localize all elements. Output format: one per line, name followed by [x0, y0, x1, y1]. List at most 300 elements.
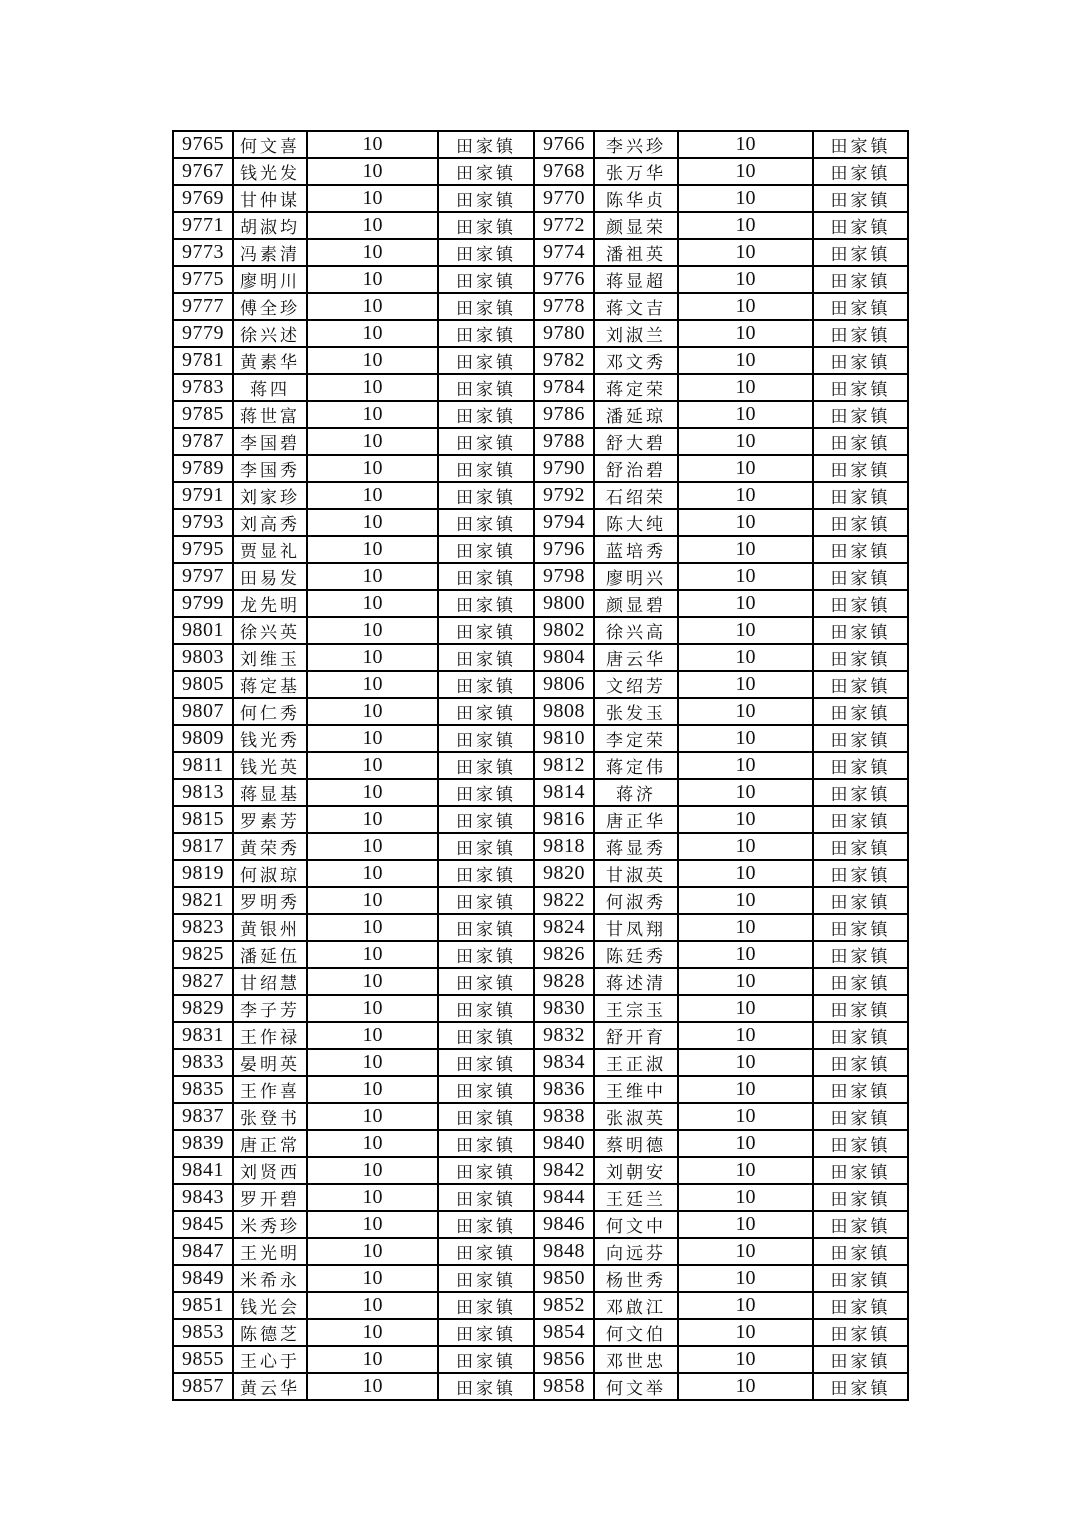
left-id-cell: 9837 — [173, 1103, 233, 1130]
left-town-cell: 田家镇 — [438, 374, 534, 401]
left-value-cell: 10 — [307, 1076, 438, 1103]
right-value-cell: 10 — [678, 455, 813, 482]
left-name-cell: 田易发 — [233, 563, 307, 590]
right-town-cell: 田家镇 — [813, 509, 908, 536]
left-name-cell: 蒋四 — [233, 374, 307, 401]
records-table-body — [173, 131, 908, 1400]
right-town-cell: 田家镇 — [813, 266, 908, 293]
left-id-cell: 9793 — [173, 509, 233, 536]
right-id-cell: 9828 — [534, 968, 594, 995]
left-value-cell: 10 — [307, 320, 438, 347]
left-value-cell: 10 — [307, 1049, 438, 1076]
left-value-cell: 10 — [307, 698, 438, 725]
right-name-cell: 舒开育 — [594, 1022, 678, 1049]
right-value-cell: 10 — [678, 698, 813, 725]
left-town-cell: 田家镇 — [438, 293, 534, 320]
right-value-cell: 10 — [678, 779, 813, 806]
left-value-cell: 10 — [307, 1238, 438, 1265]
right-town-cell: 田家镇 — [813, 347, 908, 374]
left-town-cell: 田家镇 — [438, 347, 534, 374]
right-town-cell: 田家镇 — [813, 887, 908, 914]
left-town-cell: 田家镇 — [438, 1346, 534, 1373]
left-town-cell: 田家镇 — [438, 1211, 534, 1238]
table-row — [173, 725, 908, 752]
left-name-cell: 徐兴英 — [233, 617, 307, 644]
table-row — [173, 482, 908, 509]
right-value-cell: 10 — [678, 1103, 813, 1130]
left-value-cell: 10 — [307, 860, 438, 887]
right-value-cell: 10 — [678, 185, 813, 212]
left-name-cell: 王作喜 — [233, 1076, 307, 1103]
left-town-cell: 田家镇 — [438, 887, 534, 914]
right-id-cell: 9856 — [534, 1346, 594, 1373]
right-name-cell: 潘延琼 — [594, 401, 678, 428]
left-town-cell: 田家镇 — [438, 1049, 534, 1076]
left-value-cell: 10 — [307, 1022, 438, 1049]
right-id-cell: 9852 — [534, 1292, 594, 1319]
right-town-cell: 田家镇 — [813, 185, 908, 212]
left-town-cell: 田家镇 — [438, 806, 534, 833]
right-id-cell: 9810 — [534, 725, 594, 752]
right-id-cell: 9802 — [534, 617, 594, 644]
left-id-cell: 9841 — [173, 1157, 233, 1184]
right-id-cell: 9796 — [534, 536, 594, 563]
table-row — [173, 860, 908, 887]
right-name-cell: 李兴珍 — [594, 131, 678, 158]
left-town-cell: 田家镇 — [438, 482, 534, 509]
left-id-cell: 9767 — [173, 158, 233, 185]
left-id-cell: 9823 — [173, 914, 233, 941]
right-town-cell: 田家镇 — [813, 401, 908, 428]
right-town-cell: 田家镇 — [813, 1049, 908, 1076]
right-name-cell: 蒋文吉 — [594, 293, 678, 320]
left-id-cell: 9815 — [173, 806, 233, 833]
right-id-cell: 9846 — [534, 1211, 594, 1238]
right-town-cell: 田家镇 — [813, 428, 908, 455]
left-value-cell: 10 — [307, 1265, 438, 1292]
left-id-cell: 9833 — [173, 1049, 233, 1076]
left-value-cell: 10 — [307, 374, 438, 401]
right-name-cell: 蔡明德 — [594, 1130, 678, 1157]
left-id-cell: 9819 — [173, 860, 233, 887]
left-town-cell: 田家镇 — [438, 1157, 534, 1184]
left-town-cell: 田家镇 — [438, 1265, 534, 1292]
left-id-cell: 9845 — [173, 1211, 233, 1238]
right-town-cell: 田家镇 — [813, 1184, 908, 1211]
right-value-cell: 10 — [678, 887, 813, 914]
right-name-cell: 邓世忠 — [594, 1346, 678, 1373]
left-id-cell: 9817 — [173, 833, 233, 860]
right-id-cell: 9824 — [534, 914, 594, 941]
table-row — [173, 131, 908, 158]
table-row — [173, 914, 908, 941]
right-value-cell: 10 — [678, 752, 813, 779]
table-row — [173, 1103, 908, 1130]
left-id-cell: 9809 — [173, 725, 233, 752]
right-id-cell: 9780 — [534, 320, 594, 347]
left-name-cell: 罗明秀 — [233, 887, 307, 914]
left-name-cell: 傅全珍 — [233, 293, 307, 320]
right-name-cell: 向远芬 — [594, 1238, 678, 1265]
left-town-cell: 田家镇 — [438, 509, 534, 536]
right-id-cell: 9768 — [534, 158, 594, 185]
left-id-cell: 9839 — [173, 1130, 233, 1157]
right-name-cell: 唐云华 — [594, 644, 678, 671]
right-name-cell: 何淑秀 — [594, 887, 678, 914]
left-name-cell: 黄荣秀 — [233, 833, 307, 860]
right-name-cell: 舒大碧 — [594, 428, 678, 455]
table-row — [173, 320, 908, 347]
right-town-cell: 田家镇 — [813, 1103, 908, 1130]
right-name-cell: 蒋显秀 — [594, 833, 678, 860]
right-name-cell: 刘淑兰 — [594, 320, 678, 347]
left-id-cell: 9857 — [173, 1373, 233, 1400]
left-town-cell: 田家镇 — [438, 1103, 534, 1130]
left-id-cell: 9783 — [173, 374, 233, 401]
right-id-cell: 9766 — [534, 131, 594, 158]
left-name-cell: 胡淑均 — [233, 212, 307, 239]
right-town-cell: 田家镇 — [813, 644, 908, 671]
table-row — [173, 995, 908, 1022]
left-id-cell: 9795 — [173, 536, 233, 563]
right-id-cell: 9804 — [534, 644, 594, 671]
left-town-cell: 田家镇 — [438, 455, 534, 482]
left-id-cell: 9769 — [173, 185, 233, 212]
right-id-cell: 9808 — [534, 698, 594, 725]
right-name-cell: 何文伯 — [594, 1319, 678, 1346]
right-town-cell: 田家镇 — [813, 1157, 908, 1184]
left-name-cell: 米希永 — [233, 1265, 307, 1292]
right-town-cell: 田家镇 — [813, 590, 908, 617]
left-name-cell: 钱光秀 — [233, 725, 307, 752]
left-name-cell: 潘延伍 — [233, 941, 307, 968]
right-value-cell: 10 — [678, 293, 813, 320]
right-name-cell: 刘朝安 — [594, 1157, 678, 1184]
left-id-cell: 9831 — [173, 1022, 233, 1049]
left-name-cell: 龙先明 — [233, 590, 307, 617]
left-town-cell: 田家镇 — [438, 266, 534, 293]
left-name-cell: 陈德芝 — [233, 1319, 307, 1346]
right-value-cell: 10 — [678, 239, 813, 266]
right-id-cell: 9838 — [534, 1103, 594, 1130]
right-town-cell: 田家镇 — [813, 1265, 908, 1292]
left-name-cell: 冯素清 — [233, 239, 307, 266]
left-name-cell: 晏明英 — [233, 1049, 307, 1076]
left-id-cell: 9803 — [173, 644, 233, 671]
left-value-cell: 10 — [307, 212, 438, 239]
left-id-cell: 9851 — [173, 1292, 233, 1319]
right-value-cell: 10 — [678, 1211, 813, 1238]
left-name-cell: 李国碧 — [233, 428, 307, 455]
left-value-cell: 10 — [307, 752, 438, 779]
table-row — [173, 1373, 908, 1400]
left-id-cell: 9849 — [173, 1265, 233, 1292]
right-town-cell: 田家镇 — [813, 1130, 908, 1157]
left-value-cell: 10 — [307, 725, 438, 752]
left-name-cell: 王心于 — [233, 1346, 307, 1373]
right-name-cell: 唐正华 — [594, 806, 678, 833]
right-id-cell: 9792 — [534, 482, 594, 509]
right-name-cell: 徐兴高 — [594, 617, 678, 644]
left-value-cell: 10 — [307, 347, 438, 374]
right-value-cell: 10 — [678, 563, 813, 590]
left-id-cell: 9789 — [173, 455, 233, 482]
right-town-cell: 田家镇 — [813, 158, 908, 185]
left-value-cell: 10 — [307, 536, 438, 563]
table-row — [173, 1292, 908, 1319]
right-id-cell: 9850 — [534, 1265, 594, 1292]
left-name-cell: 王作禄 — [233, 1022, 307, 1049]
table-row — [173, 158, 908, 185]
right-name-cell: 杨世秀 — [594, 1265, 678, 1292]
right-value-cell: 10 — [678, 266, 813, 293]
right-town-cell: 田家镇 — [813, 914, 908, 941]
left-value-cell: 10 — [307, 563, 438, 590]
right-town-cell: 田家镇 — [813, 833, 908, 860]
right-town-cell: 田家镇 — [813, 1238, 908, 1265]
left-town-cell: 田家镇 — [438, 563, 534, 590]
left-town-cell: 田家镇 — [438, 401, 534, 428]
right-value-cell: 10 — [678, 212, 813, 239]
right-name-cell: 陈廷秀 — [594, 941, 678, 968]
right-town-cell: 田家镇 — [813, 779, 908, 806]
left-town-cell: 田家镇 — [438, 698, 534, 725]
table-row — [173, 455, 908, 482]
right-value-cell: 10 — [678, 158, 813, 185]
table-row — [173, 671, 908, 698]
left-town-cell: 田家镇 — [438, 1022, 534, 1049]
left-name-cell: 刘贤西 — [233, 1157, 307, 1184]
right-value-cell: 10 — [678, 1157, 813, 1184]
right-town-cell: 田家镇 — [813, 536, 908, 563]
left-value-cell: 10 — [307, 1319, 438, 1346]
right-name-cell: 舒治碧 — [594, 455, 678, 482]
left-id-cell: 9855 — [173, 1346, 233, 1373]
left-id-cell: 9829 — [173, 995, 233, 1022]
right-id-cell: 9842 — [534, 1157, 594, 1184]
left-id-cell: 9807 — [173, 698, 233, 725]
table-row — [173, 1184, 908, 1211]
left-value-cell: 10 — [307, 833, 438, 860]
left-value-cell: 10 — [307, 239, 438, 266]
left-value-cell: 10 — [307, 185, 438, 212]
left-value-cell: 10 — [307, 941, 438, 968]
right-value-cell: 10 — [678, 968, 813, 995]
right-name-cell: 文绍芳 — [594, 671, 678, 698]
left-town-cell: 田家镇 — [438, 752, 534, 779]
table-row — [173, 563, 908, 590]
right-town-cell: 田家镇 — [813, 131, 908, 158]
right-id-cell: 9816 — [534, 806, 594, 833]
right-name-cell: 王宗玉 — [594, 995, 678, 1022]
right-name-cell: 张发玉 — [594, 698, 678, 725]
right-town-cell: 田家镇 — [813, 752, 908, 779]
left-value-cell: 10 — [307, 401, 438, 428]
right-id-cell: 9776 — [534, 266, 594, 293]
left-town-cell: 田家镇 — [438, 1319, 534, 1346]
left-name-cell: 廖明川 — [233, 266, 307, 293]
left-name-cell: 钱光英 — [233, 752, 307, 779]
right-id-cell: 9788 — [534, 428, 594, 455]
right-id-cell: 9784 — [534, 374, 594, 401]
right-id-cell: 9818 — [534, 833, 594, 860]
left-value-cell: 10 — [307, 293, 438, 320]
left-name-cell: 黄云华 — [233, 1373, 307, 1400]
left-id-cell: 9799 — [173, 590, 233, 617]
left-name-cell: 何仁秀 — [233, 698, 307, 725]
right-value-cell: 10 — [678, 509, 813, 536]
table-row — [173, 185, 908, 212]
left-town-cell: 田家镇 — [438, 860, 534, 887]
right-name-cell: 何文举 — [594, 1373, 678, 1400]
left-value-cell: 10 — [307, 1157, 438, 1184]
left-town-cell: 田家镇 — [438, 428, 534, 455]
right-value-cell: 10 — [678, 1076, 813, 1103]
right-value-cell: 10 — [678, 1265, 813, 1292]
left-id-cell: 9785 — [173, 401, 233, 428]
right-value-cell: 10 — [678, 995, 813, 1022]
left-name-cell: 钱光会 — [233, 1292, 307, 1319]
right-town-cell: 田家镇 — [813, 320, 908, 347]
left-town-cell: 田家镇 — [438, 158, 534, 185]
right-id-cell: 9832 — [534, 1022, 594, 1049]
right-town-cell: 田家镇 — [813, 941, 908, 968]
right-town-cell: 田家镇 — [813, 455, 908, 482]
left-value-cell: 10 — [307, 1211, 438, 1238]
right-id-cell: 9822 — [534, 887, 594, 914]
left-town-cell: 田家镇 — [438, 833, 534, 860]
right-name-cell: 蒋显超 — [594, 266, 678, 293]
right-town-cell: 田家镇 — [813, 374, 908, 401]
left-town-cell: 田家镇 — [438, 968, 534, 995]
right-value-cell: 10 — [678, 941, 813, 968]
table-row — [173, 266, 908, 293]
right-id-cell: 9858 — [534, 1373, 594, 1400]
left-id-cell: 9805 — [173, 671, 233, 698]
right-id-cell: 9772 — [534, 212, 594, 239]
left-town-cell: 田家镇 — [438, 320, 534, 347]
right-id-cell: 9834 — [534, 1049, 594, 1076]
right-town-cell: 田家镇 — [813, 1373, 908, 1400]
right-value-cell: 10 — [678, 347, 813, 374]
left-town-cell: 田家镇 — [438, 725, 534, 752]
right-name-cell: 何文中 — [594, 1211, 678, 1238]
right-id-cell: 9830 — [534, 995, 594, 1022]
table-row — [173, 1265, 908, 1292]
left-id-cell: 9821 — [173, 887, 233, 914]
right-id-cell: 9820 — [534, 860, 594, 887]
right-value-cell: 10 — [678, 374, 813, 401]
left-town-cell: 田家镇 — [438, 185, 534, 212]
left-name-cell: 李国秀 — [233, 455, 307, 482]
left-id-cell: 9813 — [173, 779, 233, 806]
left-town-cell: 田家镇 — [438, 914, 534, 941]
right-name-cell: 蒋济 — [594, 779, 678, 806]
left-value-cell: 10 — [307, 1103, 438, 1130]
right-town-cell: 田家镇 — [813, 806, 908, 833]
right-value-cell: 10 — [678, 1373, 813, 1400]
left-value-cell: 10 — [307, 266, 438, 293]
right-value-cell: 10 — [678, 590, 813, 617]
right-id-cell: 9782 — [534, 347, 594, 374]
left-town-cell: 田家镇 — [438, 1184, 534, 1211]
left-value-cell: 10 — [307, 671, 438, 698]
left-name-cell: 王光明 — [233, 1238, 307, 1265]
right-value-cell: 10 — [678, 131, 813, 158]
left-town-cell: 田家镇 — [438, 671, 534, 698]
right-id-cell: 9848 — [534, 1238, 594, 1265]
left-town-cell: 田家镇 — [438, 779, 534, 806]
left-value-cell: 10 — [307, 1184, 438, 1211]
table-row — [173, 617, 908, 644]
right-value-cell: 10 — [678, 914, 813, 941]
right-town-cell: 田家镇 — [813, 671, 908, 698]
table-row — [173, 239, 908, 266]
left-value-cell: 10 — [307, 482, 438, 509]
right-name-cell: 甘淑英 — [594, 860, 678, 887]
left-value-cell: 10 — [307, 887, 438, 914]
right-town-cell: 田家镇 — [813, 482, 908, 509]
left-name-cell: 甘绍慧 — [233, 968, 307, 995]
left-id-cell: 9781 — [173, 347, 233, 374]
right-town-cell: 田家镇 — [813, 212, 908, 239]
left-id-cell: 9801 — [173, 617, 233, 644]
left-town-cell: 田家镇 — [438, 239, 534, 266]
right-name-cell: 颜显碧 — [594, 590, 678, 617]
left-name-cell: 李子芳 — [233, 995, 307, 1022]
right-value-cell: 10 — [678, 1319, 813, 1346]
table-row — [173, 833, 908, 860]
left-id-cell: 9777 — [173, 293, 233, 320]
right-value-cell: 10 — [678, 401, 813, 428]
left-value-cell: 10 — [307, 968, 438, 995]
right-name-cell: 廖明兴 — [594, 563, 678, 590]
left-town-cell: 田家镇 — [438, 1238, 534, 1265]
right-value-cell: 10 — [678, 536, 813, 563]
table-row — [173, 374, 908, 401]
right-id-cell: 9778 — [534, 293, 594, 320]
right-town-cell: 田家镇 — [813, 239, 908, 266]
left-id-cell: 9827 — [173, 968, 233, 995]
right-name-cell: 陈华贞 — [594, 185, 678, 212]
right-town-cell: 田家镇 — [813, 1346, 908, 1373]
right-town-cell: 田家镇 — [813, 698, 908, 725]
left-town-cell: 田家镇 — [438, 536, 534, 563]
left-id-cell: 9779 — [173, 320, 233, 347]
table-row — [173, 1022, 908, 1049]
table-row — [173, 644, 908, 671]
left-town-cell: 田家镇 — [438, 212, 534, 239]
right-name-cell: 蓝培秀 — [594, 536, 678, 563]
right-value-cell: 10 — [678, 1184, 813, 1211]
left-town-cell: 田家镇 — [438, 1373, 534, 1400]
table-row — [173, 347, 908, 374]
table-row — [173, 752, 908, 779]
right-value-cell: 10 — [678, 725, 813, 752]
left-value-cell: 10 — [307, 509, 438, 536]
right-value-cell: 10 — [678, 1022, 813, 1049]
left-name-cell: 米秀珍 — [233, 1211, 307, 1238]
right-town-cell: 田家镇 — [813, 1319, 908, 1346]
right-id-cell: 9854 — [534, 1319, 594, 1346]
right-value-cell: 10 — [678, 671, 813, 698]
right-id-cell: 9790 — [534, 455, 594, 482]
left-town-cell: 田家镇 — [438, 590, 534, 617]
left-id-cell: 9775 — [173, 266, 233, 293]
right-name-cell: 陈大纯 — [594, 509, 678, 536]
left-id-cell: 9835 — [173, 1076, 233, 1103]
right-value-cell: 10 — [678, 806, 813, 833]
